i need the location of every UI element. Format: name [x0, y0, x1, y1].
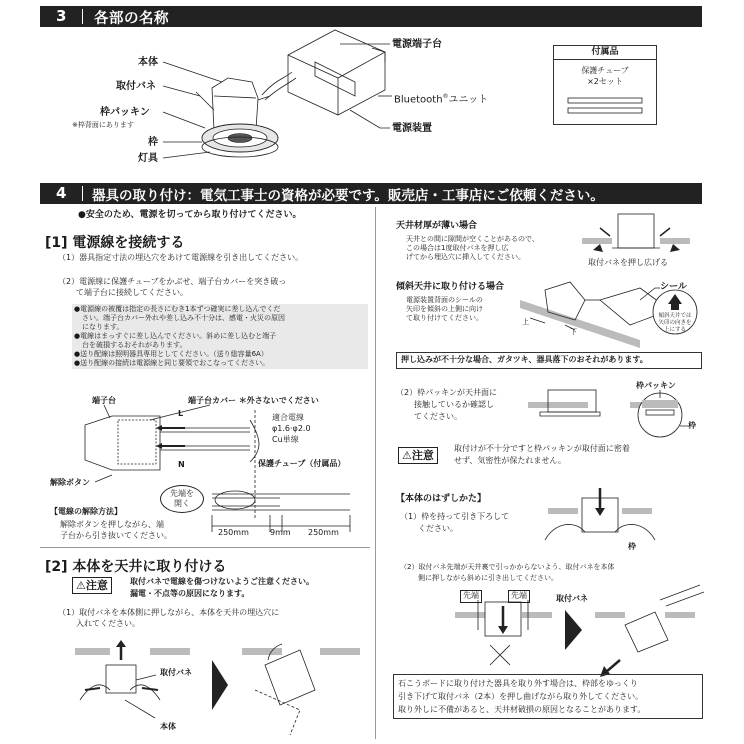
remove-2b: 側に押しながら斜めに引き出してください。 — [418, 574, 558, 582]
step1-p1: （1）器具指定寸法の埋込穴をあけて電源線を引き出してください。 — [58, 253, 304, 262]
accessory-title: 付属品 — [554, 46, 656, 60]
label-frame: 枠 — [148, 137, 158, 148]
section-number: 4 — [56, 184, 67, 202]
caution-badge-right: ⚠注意 — [398, 447, 438, 464]
section-number: 3 — [56, 7, 67, 25]
tip-callout: 先端を 開く — [160, 485, 204, 513]
section-title: 各部の名称 — [94, 11, 169, 27]
release-b: 子台から引き抜いてください。 — [60, 531, 172, 540]
remove-2a: （2）取付バネ先端が天井裏で引っかからないよう、取付バネを本体 — [400, 563, 615, 571]
step2-caution1: 取付バネで電線を傷つけないようご注意ください。 — [130, 577, 314, 586]
step2-caution2: 漏電・不点等の原因になります。 — [130, 589, 250, 598]
diagram-L: L — [178, 409, 184, 418]
remove-title: 【本体のはずしかた】 — [396, 494, 487, 504]
step1-heading: [1] 電源線を接続する — [45, 235, 185, 251]
release-a: 解除ボタンを押しながら、端 — [60, 520, 164, 529]
tip-label-1: 先端 — [460, 590, 482, 603]
fig-spring-label: 取付バネ — [160, 668, 192, 677]
measure-1: 250mm — [218, 528, 249, 537]
step2-p1b: 入れてください。 — [76, 619, 140, 628]
tube-label: 保護チューブ（付属品） — [258, 459, 346, 468]
right-caution2: せず、気密性が保たれません。 — [454, 456, 566, 465]
measure-3: 250mm — [308, 528, 339, 537]
thin-text: 天井との間に隙間が空くことがあるので、 この場合は1度取付バネを押し広 げてから埋込穴に挿入してください。 — [406, 235, 539, 261]
measure-2: 9mm — [270, 528, 291, 537]
right-caution1: 取付けが不十分ですと枠パッキンが取付面に密着 — [454, 444, 630, 453]
seal-label: シール — [660, 282, 687, 292]
label-body: 本体 — [138, 57, 158, 68]
label-spring: 取付バネ — [116, 81, 156, 92]
label-terminal: 電源端子台 — [392, 39, 442, 50]
right-p2c: てください。 — [414, 412, 462, 421]
warning-box: 押し込みが不十分な場合、ガタツキ、器具落下のおそれがあります。 — [396, 352, 702, 369]
caution-badge: ⚠注意 — [72, 577, 112, 594]
slope-text: 電源装置背面のシールの 矢印を傾斜の上側に向け て取り付けてください。 — [406, 296, 483, 322]
fig-frame-label: 枠 — [688, 421, 696, 430]
label-lamp: 灯具 — [138, 153, 158, 164]
slope-up: 上 — [522, 318, 529, 326]
release-title: 【電線の解除方法】 — [50, 507, 122, 516]
right-p2b: 接触しているか確認し — [414, 400, 494, 409]
bullet-block: ●電源線の被覆は指定の長さにむき1本ずつ確実に差し込んでくだ さい。端子台カバー外れや差し込み不十分は、感電・火災の原因 になります。 ●電線はまっすぐに差し込んでください。斜めに差し込むと端子 台を破損するおそれがあります。 ●送り配線は照明器具専用としてください。（送り総容量6A） ●送り配線の接続は電源線と同じ要領でおこなってください。 — [72, 304, 368, 369]
remove-1b: ください。 — [418, 524, 458, 533]
label-packing: 枠パッキン — [100, 107, 150, 118]
diagram-terminal-label: 端子台 — [92, 396, 116, 405]
slope-title: 傾斜天井に取り付ける場合 — [396, 282, 505, 292]
fig-body-label: 本体 — [160, 722, 176, 731]
slope-down: 下 — [570, 328, 577, 336]
thin-title: 天井材厚が薄い場合 — [396, 221, 478, 231]
final-note-box: 石こうボードに取り付けた器具を取り外す場合は、枠部をゆっくり 引き下げて取付バネ（2本）を押し曲げながら取り外してください。 取り外しに不備があると、天井材破損の原因となることがあります。 — [393, 674, 703, 719]
step2-p1a: （1）取付バネを本体側に押しながら、本体を天井の埋込穴に — [58, 608, 280, 617]
tip-label-2: 先端 — [508, 590, 530, 603]
seal-note: 傾斜天井では 矢印の向きを 上にする — [658, 313, 692, 333]
release-button-label: 解除ボタン — [50, 478, 90, 487]
fig-packing-label: 枠パッキン — [636, 381, 676, 390]
remove-spring-label: 取付バネ — [556, 594, 588, 603]
wire-spec: 適合電線 φ1.6·φ2.0 Cu単線 — [272, 413, 311, 444]
safety-note: ●安全のため、電源を切ってから取り付けてください。 — [78, 210, 302, 220]
step1-p2b: て端子台に接続してください。 — [76, 288, 188, 297]
step2-heading: [2] 本体を天井に取り付ける — [45, 559, 227, 575]
diagram-N: N — [178, 460, 185, 469]
step1-p2a: （2）電源線に保護チューブをかぶせ、端子台カバーを突き破っ — [58, 277, 287, 286]
right-p2a: （2）枠パッキンが天井面に — [396, 388, 498, 397]
label-bluetooth: Bluetooth®ユニット — [394, 93, 489, 106]
diagram-cover-label: 端子台カバー ＊外さないでください — [188, 396, 319, 405]
label-packing-note: ※枠背面にあります — [72, 121, 134, 129]
accessory-line2: ×2セット — [587, 76, 623, 86]
thin-fig-label: 取付バネを押し広げる — [588, 258, 668, 267]
label-power-supply: 電源装置 — [392, 123, 432, 134]
section-title: 器具の取り付け：電気工事士の資格が必要です。販売店・工事店にご依頼ください。 — [92, 188, 604, 204]
remove-1: （1）枠を持って引き下ろして — [400, 512, 510, 521]
accessory-line1: 保護チューブ — [581, 66, 629, 75]
remove-frame-label: 枠 — [628, 542, 636, 551]
